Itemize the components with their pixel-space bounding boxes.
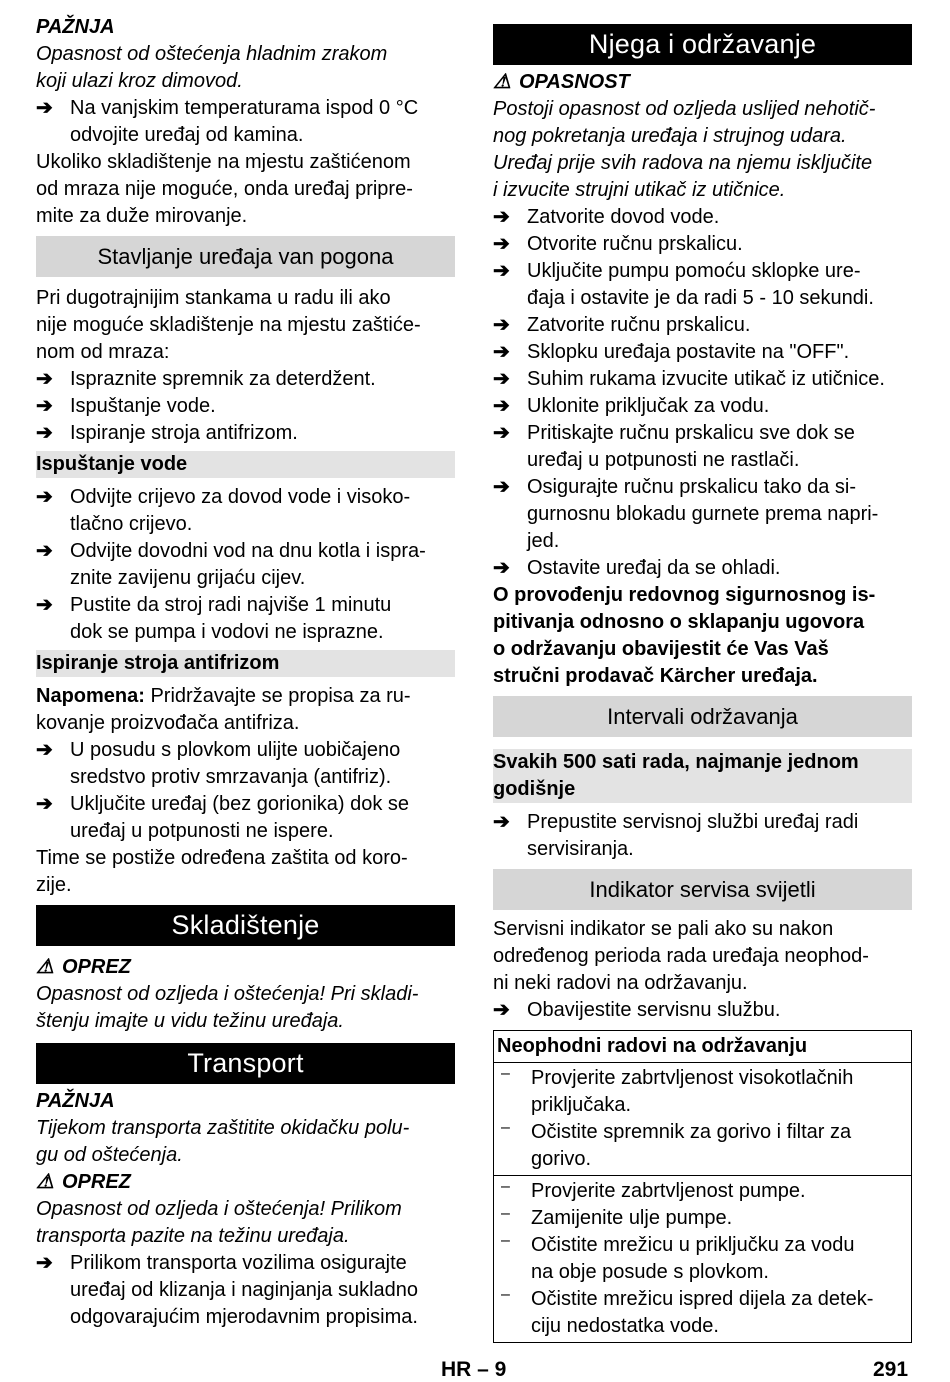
text-line: O provođenju redovnog sigurnosnog is- [493, 584, 876, 606]
text-line: Prepustite servisnoj službi uređaj radi [527, 811, 859, 833]
right-arrow-icon: ➔ [36, 540, 53, 562]
bullet-item [493, 366, 912, 393]
text-line: koji ulazi kroz dimovod. [36, 70, 243, 92]
table-row-text: Provjerite zabrtvljenost pumpe. [531, 1180, 806, 1202]
bullet-text: Otvorite ručnu prskalicu. [527, 233, 743, 255]
bullet-item [493, 555, 912, 582]
bullet-text: znite zavijenu grijaću cijev. [70, 567, 306, 589]
bullet-list [36, 737, 455, 845]
bullet-text: Pustite da stroj radi najviše 1 minutu [70, 594, 392, 616]
bullet-item [36, 484, 455, 538]
right-arrow-icon: ➔ [36, 97, 53, 119]
dash-marker: – [501, 1232, 510, 1249]
text-line: pitivanja odnosno o sklapanju ugovora [493, 611, 865, 633]
right-arrow-icon: ➔ [493, 422, 510, 444]
bullet-text: Sklopku uređaja postavite na "OFF". [527, 341, 850, 363]
warning-triangle-icon: ⚠ [493, 71, 511, 93]
bullet-item [493, 809, 912, 863]
dash-marker: – [501, 1065, 510, 1082]
bullet-text: uređaj u potpunosti ne rastlači. [527, 449, 800, 471]
right-arrow-icon: ➔ [36, 486, 53, 508]
right-arrow-icon: ➔ [493, 233, 510, 255]
bullet-list [36, 484, 455, 646]
text-line: od mraza nije moguće, onda uređaj pripre- [36, 178, 413, 200]
bullet-text: Ispuštanje vode. [70, 395, 216, 417]
right-arrow-icon: ➔ [36, 793, 53, 815]
text-line: Tijekom transporta zaštitite okidačku polu- [36, 1117, 410, 1139]
text-line: štenju imajte u vidu težinu uređaja. [36, 1010, 344, 1032]
table-cell [494, 1175, 911, 1342]
warning-text [36, 981, 455, 1035]
warning-triangle-icon: ⚠ [36, 956, 54, 978]
text-line: Pri dugotrajnijim stankama u radu ili ako [36, 287, 391, 309]
bullet-text: Ispraznite spremnik za deterdžent. [70, 368, 376, 390]
bullet-item [493, 474, 912, 555]
text-line: određenog perioda rada uređaja neophod- [493, 945, 869, 967]
section-heading-service-indicator: Indikator servisa svijetli [493, 869, 912, 910]
text-line: zije. [36, 874, 72, 896]
text-line: Ukoliko skladištenje na mjestu zaštićenom [36, 151, 411, 173]
table-row-text: ciju nedostatka vode. [531, 1315, 719, 1337]
right-column [493, 14, 912, 1343]
bullet-item [36, 1250, 455, 1331]
table-row [497, 1178, 908, 1205]
bullet-text: uređaj u potpunosti ne ispere. [70, 820, 334, 842]
bullet-text: Uključite uređaj (bez gorionika) dok se [70, 793, 410, 815]
dash-marker: – [501, 1205, 510, 1222]
warning-title [36, 954, 455, 981]
text-line: o održavanju obavijestit će Vas Vaš [493, 638, 829, 660]
table-row [497, 1205, 908, 1232]
section-heading-transport: Transport [36, 1043, 455, 1084]
paragraph [36, 149, 455, 230]
right-arrow-icon: ➔ [36, 368, 53, 390]
text-line: odgovarajućim mjerodavnim propisima. [70, 1306, 418, 1328]
right-arrow-icon: ➔ [493, 206, 510, 228]
text-line: transporta pazite na težinu uređaja. [36, 1225, 350, 1247]
bullet-item [36, 393, 455, 420]
bold-paragraph [493, 582, 912, 690]
bullet-item [36, 791, 455, 845]
text-line: Servisni indikator se pali ako su nakon [493, 918, 834, 940]
bullet-item [36, 592, 455, 646]
right-arrow-icon: ➔ [36, 395, 53, 417]
bullet-text: U posudu s plovkom ulijte uobičajeno [70, 739, 401, 761]
paragraph [36, 285, 455, 366]
text-line: i izvucite strujni utikač iz utičnice. [493, 179, 786, 201]
right-arrow-icon: ➔ [493, 314, 510, 336]
bullet-item [493, 258, 912, 312]
note-line [36, 683, 455, 710]
bullet-item [493, 420, 912, 474]
paragraph [36, 845, 455, 899]
subsection-heading-500-hours [493, 749, 912, 803]
text-line: Postoji opasnost od ozljeda uslijed nehotič- [493, 98, 876, 120]
danger-title [493, 69, 912, 96]
bullet-text: Uključite pumpu pomoću sklopke ure- [527, 260, 861, 282]
text-line: gu od oštećenja. [36, 1144, 183, 1166]
warning-title-text: OPREZ [62, 1171, 131, 1193]
text-line: Na vanjskim temperaturama ispod 0 °C [70, 97, 419, 119]
right-arrow-icon: ➔ [493, 811, 510, 833]
text-line: Obavijestite servisnu službu. [527, 999, 781, 1021]
text-line: nom od mraza: [36, 341, 170, 363]
table-row [497, 1286, 908, 1340]
text-line: uređaj od klizanja i naginjanja sukladno [70, 1279, 419, 1301]
bullet-text: Zatvorite dovod vode. [527, 206, 720, 228]
bullet-text: Suhim rukama izvucite utikač iz utičnice. [527, 368, 885, 390]
table-row-text: priključaka. [531, 1094, 632, 1116]
dash-marker: – [501, 1178, 510, 1195]
right-arrow-icon: ➔ [493, 395, 510, 417]
table-row-text: Očistite mrežicu u priključku za vodu [531, 1234, 855, 1256]
text-line: stručni prodavač Kärcher uređaja. [493, 665, 818, 687]
text-line: odvojite uređaj od kamina. [70, 124, 304, 146]
warning-title-text: OPREZ [62, 956, 131, 978]
text-line: Time se postiže određena zaštita od koro- [36, 847, 408, 869]
bullet-item [493, 339, 912, 366]
table-row-text: na obje posude s plovkom. [531, 1261, 769, 1283]
note-label: Napomena: [36, 685, 145, 707]
text-line: nije moguće skladištenje na mjestu zaštiće- [36, 314, 421, 336]
right-arrow-icon: ➔ [493, 999, 510, 1021]
bullet-text: Zatvorite ručnu prskalicu. [527, 314, 751, 336]
right-arrow-icon: ➔ [493, 260, 510, 282]
bullet-text: Uklonite priključak za vodu. [527, 395, 770, 417]
bullet-text: dok se pumpa i vodovi ne isprazne. [70, 621, 384, 643]
maintenance-table [493, 1030, 912, 1343]
table-row-text: Očistite mrežicu ispred dijela za detek- [531, 1288, 874, 1310]
table-row [497, 1232, 908, 1286]
bullet-list [493, 204, 912, 582]
text-line: Opasnost od ozljeda i oštećenja! Prilikom [36, 1198, 402, 1220]
bullet-item [36, 366, 455, 393]
warning-title [36, 1169, 455, 1196]
bullet-item [36, 538, 455, 592]
bullet-item [493, 312, 912, 339]
footer-section-label: HR – 9 [441, 1358, 507, 1381]
footer-page-number: 291 [873, 1358, 909, 1381]
table-header: Neophodni radovi na održavanju [494, 1031, 911, 1063]
bullet-text: đaja i ostavite je da radi 5 - 10 sekundi. [527, 287, 874, 309]
warning-text [36, 1196, 455, 1250]
danger-text [493, 96, 912, 204]
text-line: Prilikom transporta vozilima osigurajte [70, 1252, 407, 1274]
dash-marker: – [501, 1119, 510, 1136]
bullet-item [36, 420, 455, 447]
dash-marker: – [501, 1286, 510, 1303]
paragraph [493, 916, 912, 997]
section-heading-intervals: Intervali održavanja [493, 696, 912, 737]
subsection-heading-antifreeze: Ispiranje stroja antifrizom [36, 650, 455, 677]
table-row-text: Zamijenite ulje pumpe. [531, 1207, 733, 1229]
right-arrow-icon: ➔ [493, 341, 510, 363]
section-heading-storage: Skladištenje [36, 905, 455, 946]
text-line: nog pokretanja uređaja i strujnog udara. [493, 125, 847, 147]
right-arrow-icon: ➔ [493, 557, 510, 579]
table-row [497, 1119, 908, 1173]
note-text: kovanje proizvođača antifriza. [36, 712, 300, 734]
text-line: Svakih 500 sati rada, najmanje jednom [493, 751, 859, 773]
table-cell [494, 1063, 911, 1175]
right-arrow-icon: ➔ [36, 1252, 53, 1274]
right-arrow-icon: ➔ [493, 368, 510, 390]
bullet-list [36, 366, 455, 447]
bullet-item [493, 204, 912, 231]
section-heading-decommission: Stavljanje uređaja van pogona [36, 236, 455, 277]
bullet-text: Odvijte crijevo za dovod vode i visoko- [70, 486, 411, 508]
right-arrow-icon: ➔ [36, 739, 53, 761]
notice-text [36, 41, 455, 95]
warning-triangle-icon: ⚠ [36, 1171, 54, 1193]
notice-text [36, 1115, 455, 1169]
right-arrow-icon: ➔ [36, 422, 53, 444]
table-row-text: Provjerite zabrtvljenost visokotlačnih [531, 1067, 854, 1089]
bullet-item [493, 997, 912, 1024]
bullet-text: gurnosnu blokadu gurnete prema napri- [527, 503, 879, 525]
subsection-heading-drain-water: Ispuštanje vode [36, 451, 455, 478]
danger-title-text: OPASNOST [519, 71, 630, 93]
notice-title: PAŽNJA [36, 16, 115, 38]
text-line: Uređaj prije svih radova na njemu isključite [493, 152, 873, 174]
bullet-text: Ispiranje stroja antifrizom. [70, 422, 298, 444]
bullet-text: tlačno crijevo. [70, 513, 193, 535]
text-line: godišnje [493, 778, 576, 800]
text-line: Opasnost od oštećenja hladnim zrakom [36, 43, 388, 65]
table-row-text: gorivo. [531, 1148, 592, 1170]
section-heading-care-maintenance: Njega i održavanje [493, 24, 912, 65]
bullet-text: sredstvo protiv smrzavanja (antifriz). [70, 766, 392, 788]
bullet-text: Ostavite uređaj da se ohladi. [527, 557, 781, 579]
bullet-item [36, 95, 455, 149]
note-text: Pridržavajte se propisa za ru- [144, 685, 411, 707]
text-line: mite za duže mirovanje. [36, 205, 248, 227]
bullet-item [493, 231, 912, 258]
left-column [36, 14, 455, 1331]
bullet-text: Pritiskajte ručnu prskalicu sve dok se [527, 422, 855, 444]
bullet-item [36, 737, 455, 791]
table-row-text: Očistite spremnik za gorivo i filtar za [531, 1121, 852, 1143]
text-line: ni neki radovi na održavanju. [493, 972, 748, 994]
bullet-text: jed. [527, 530, 560, 552]
bullet-text: Osigurajte ručnu prskalicu tako da si- [527, 476, 857, 498]
bullet-item [493, 393, 912, 420]
bullet-text: Odvijte dovodni vod na dnu kotla i ispra- [70, 540, 426, 562]
text-line: Opasnost od ozljeda i oštećenja! Pri skladi- [36, 983, 419, 1005]
right-arrow-icon: ➔ [36, 594, 53, 616]
right-arrow-icon: ➔ [493, 476, 510, 498]
text-line: servisiranja. [527, 838, 634, 860]
notice-title: PAŽNJA [36, 1090, 115, 1112]
table-row [497, 1065, 908, 1119]
